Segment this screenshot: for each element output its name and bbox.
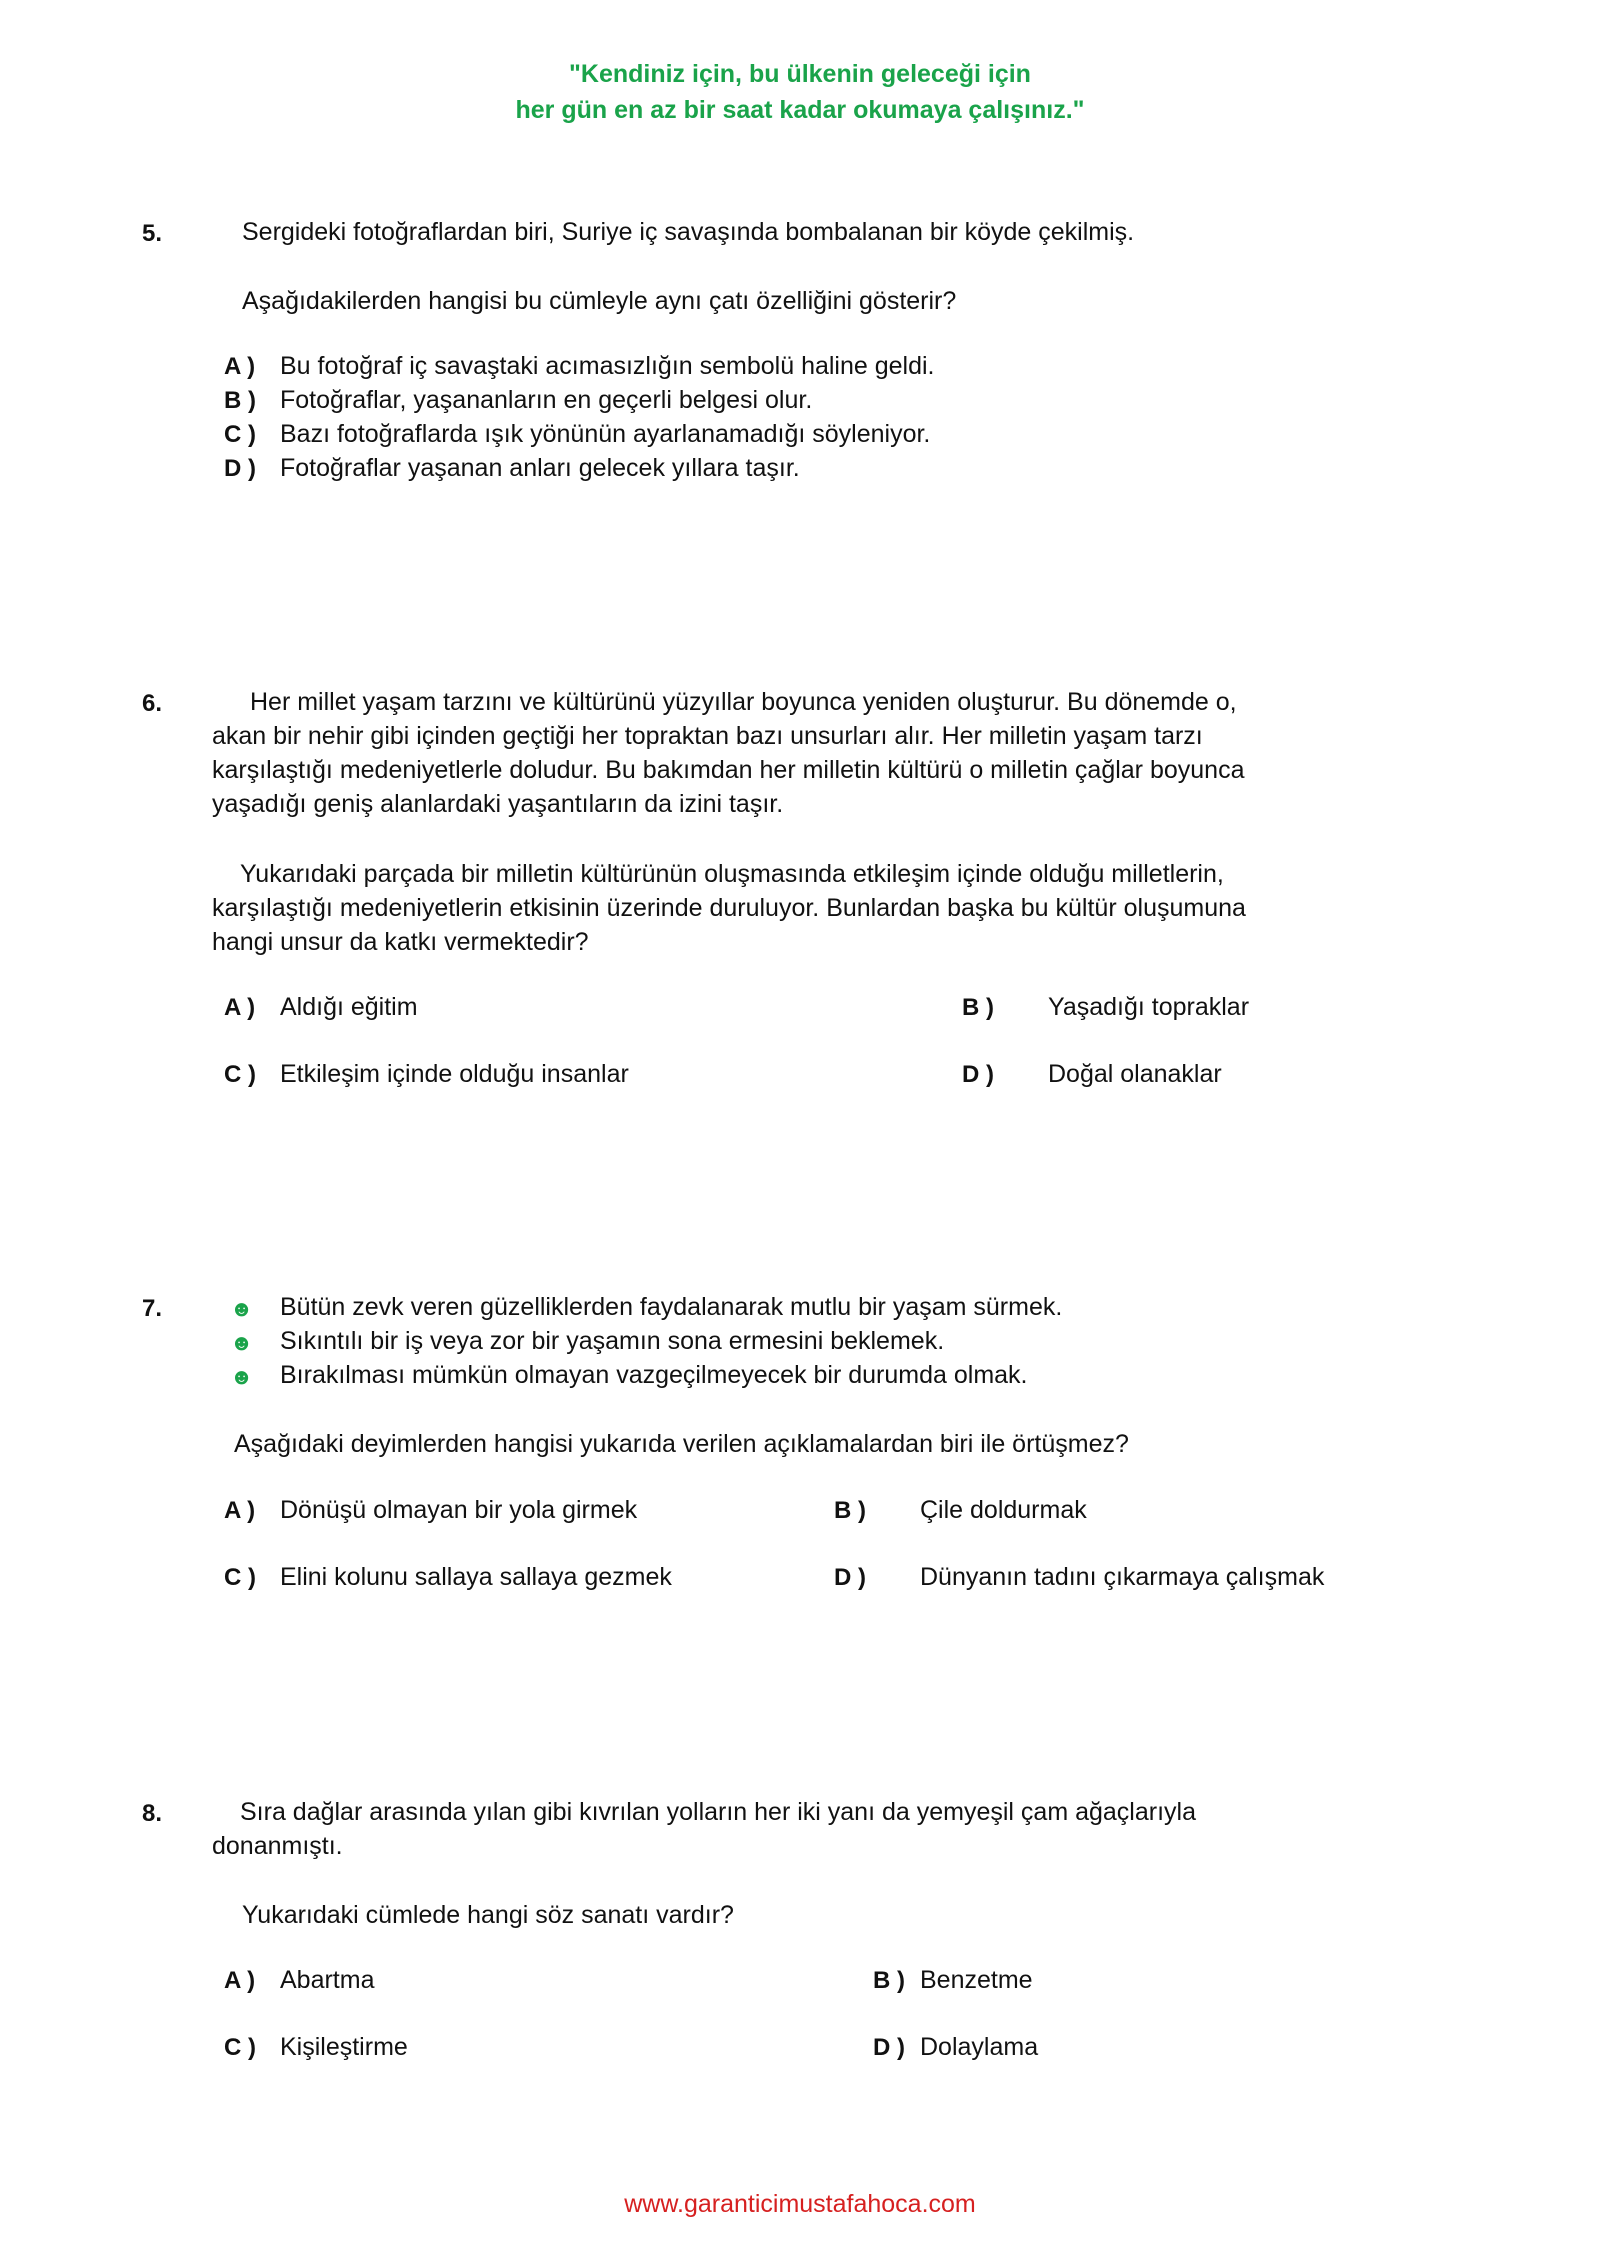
motto-line-1: "Kendiniz için, bu ülkenin geleceği için <box>569 60 1031 88</box>
question-prompt-line: karşılaştığı medeniyetlerin etkisinin üzerinde duruluyor. Bunlardan başka bu kültür oluşumuna <box>212 894 1246 922</box>
option-b-letter[interactable]: B ) <box>834 1497 866 1524</box>
question-number: 8. <box>142 1800 163 1827</box>
option-c-letter[interactable]: C ) <box>224 1564 256 1591</box>
option-d-letter[interactable]: D ) <box>834 1564 866 1591</box>
motto-line-2: her gün en az bir saat kadar okumaya çalışınız." <box>515 96 1085 124</box>
option-c-letter[interactable]: C ) <box>224 1061 256 1088</box>
option-b-text[interactable]: Yaşadığı topraklar <box>1048 993 1250 1021</box>
option-b-letter[interactable]: B ) <box>224 387 256 414</box>
question-prompt: Aşağıdaki deyimlerden hangisi yukarıda verilen açıklamalardan biri ile örtüşmez? <box>234 1430 1129 1458</box>
option-a-letter[interactable]: A ) <box>224 994 256 1021</box>
option-d-letter[interactable]: D ) <box>873 2034 905 2061</box>
question-stem-line: yaşadığı geniş alanlardaki yaşantıların da izini taşır. <box>212 790 784 818</box>
option-d-text[interactable]: Fotoğraflar yaşanan anları gelecek yıllara taşır. <box>280 454 800 482</box>
option-c-text[interactable]: Etkileşim içinde olduğu insanlar <box>280 1060 629 1088</box>
question-stem-line: Sıra dağlar arasında yılan gibi kıvrılan yolların her iki yanı da yemyeşil çam ağaçlarıyla <box>240 1798 1196 1826</box>
question-prompt: Yukarıdaki cümlede hangi söz sanatı vardır? <box>242 1901 734 1929</box>
option-c-text[interactable]: Bazı fotoğraflarda ışık yönünün ayarlanamadığı söyleniyor. <box>280 420 931 448</box>
question-stem-line: akan bir nehir gibi içinden geçtiği her topraktan bazı unsurları alır. Her milletin yaşam tarzı <box>212 722 1203 750</box>
option-a-letter[interactable]: A ) <box>224 1497 256 1524</box>
smiley-bullet-icon: ☻ <box>230 1296 254 1321</box>
option-b-text[interactable]: Çile doldurmak <box>920 1496 1087 1524</box>
option-d-text[interactable]: Dolaylama <box>920 2033 1039 2061</box>
smiley-bullet-icon: ☻ <box>230 1330 254 1355</box>
option-a-text[interactable]: Dönüşü olmayan bir yola girmek <box>280 1496 638 1524</box>
question-stem-line: Her millet yaşam tarzını ve kültürünü yüzyıllar boyunca yeniden oluşturur. Bu dönemde o, <box>250 688 1237 716</box>
question-stem-line: karşılaştığı medeniyetlerle doludur. Bu bakımdan her milletin kültürü o milletin çağlar boyunca <box>212 756 1245 784</box>
option-c-letter[interactable]: C ) <box>224 421 256 448</box>
bullet-text: Bırakılması mümkün olmayan vazgeçilmeyecek bir durumda olmak. <box>280 1361 1028 1389</box>
question-prompt: Aşağıdakilerden hangisi bu cümleyle aynı çatı özelliğini gösterir? <box>242 287 957 315</box>
option-d-text[interactable]: Dünyanın tadını çıkarmaya çalışmak <box>920 1563 1325 1591</box>
question-stem-line: donanmıştı. <box>212 1832 343 1860</box>
option-d-text[interactable]: Doğal olanaklar <box>1048 1060 1222 1088</box>
question-number: 5. <box>142 220 163 247</box>
option-b-text[interactable]: Benzetme <box>920 1966 1033 1994</box>
option-c-text[interactable]: Elini kolunu sallaya sallaya gezmek <box>280 1563 672 1591</box>
option-a-letter[interactable]: A ) <box>224 1967 256 1994</box>
option-a-text[interactable]: Aldığı eğitim <box>280 993 418 1021</box>
question-prompt-line: Yukarıdaki parçada bir milletin kültürünün oluşmasında etkileşim içinde olduğu milletlerin, <box>240 860 1224 888</box>
option-b-letter[interactable]: B ) <box>873 1967 905 1994</box>
option-a-text[interactable]: Abartma <box>280 1966 375 1994</box>
bullet-text: Bütün zevk veren güzelliklerden faydalanarak mutlu bir yaşam sürmek. <box>280 1293 1063 1321</box>
option-a-letter[interactable]: A ) <box>224 353 256 380</box>
footer-website-link[interactable]: www.garanticimustafahoca.com <box>624 2190 976 2218</box>
option-d-letter[interactable]: D ) <box>962 1061 994 1088</box>
option-b-text[interactable]: Fotoğraflar, yaşananların en geçerli belgesi olur. <box>280 386 813 414</box>
option-b-letter[interactable]: B ) <box>962 994 994 1021</box>
smiley-bullet-icon: ☻ <box>230 1364 254 1389</box>
option-d-letter[interactable]: D ) <box>224 455 256 482</box>
bullet-text: Sıkıntılı bir iş veya zor bir yaşamın sona ermesini beklemek. <box>280 1327 945 1355</box>
question-prompt-line: hangi unsur da katkı vermektedir? <box>212 928 589 956</box>
question-stem: Sergideki fotoğraflardan biri, Suriye iç savaşında bombalanan bir köyde çekilmiş. <box>242 218 1135 246</box>
question-number: 6. <box>142 690 163 717</box>
question-number: 7. <box>142 1295 163 1322</box>
option-c-text[interactable]: Kişileştirme <box>280 2033 408 2061</box>
option-c-letter[interactable]: C ) <box>224 2034 256 2061</box>
option-a-text[interactable]: Bu fotoğraf iç savaştaki acımasızlığın sembolü haline geldi. <box>280 352 935 380</box>
